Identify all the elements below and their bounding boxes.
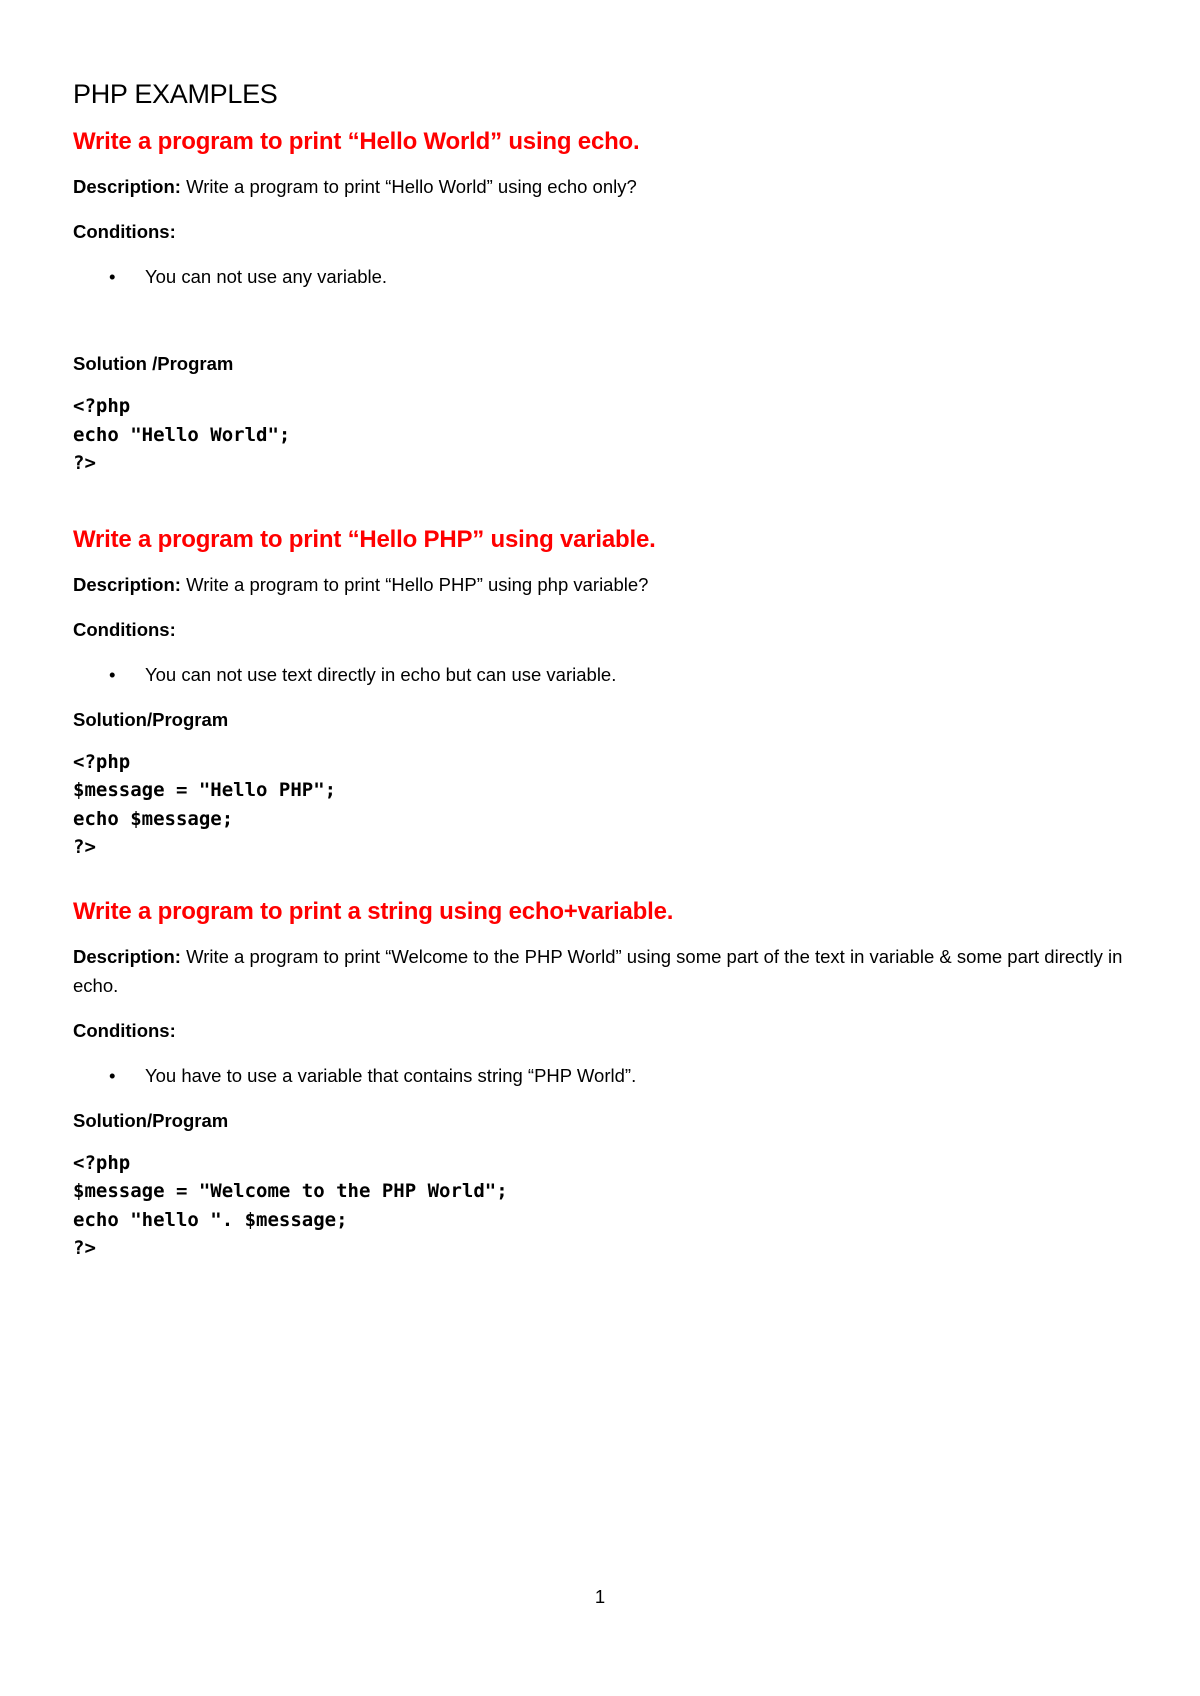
description-text: Write a program to print “Welcome to the PHP World” using some part of the text in variable & some part directly in echo. (73, 945, 1123, 996)
description-label: Description: (73, 573, 181, 595)
condition-text: You can not use any variable. (145, 266, 388, 287)
conditions-label: Conditions: (73, 618, 176, 640)
description-label: Description: (73, 945, 181, 967)
code-line: ?> (73, 836, 96, 858)
conditions-label: Conditions: (73, 221, 176, 242)
example-section-1 (73, 124, 1133, 478)
code-line: echo $message; (73, 807, 234, 830)
section-heading: Write a program to print “Hello PHP” using variable. (73, 525, 656, 553)
condition-item (73, 1061, 1133, 1090)
solution-label: Solution/Program (73, 1109, 229, 1131)
conditions-list (73, 1061, 1133, 1090)
description-label: Description: (73, 176, 181, 197)
section-heading: Write a program to print “Hello World” using echo. (73, 128, 640, 155)
condition-item (73, 262, 1133, 291)
code-line: ?> (73, 452, 96, 474)
code-line: $message = "Hello PHP"; (73, 779, 337, 801)
code-block (73, 1149, 1133, 1263)
page-content (73, 74, 1133, 1263)
conditions-list (73, 660, 1133, 689)
section-heading: Write a program to print a string using echo+variable. (73, 897, 674, 925)
code-line: echo "hello ". $message; (73, 1208, 348, 1231)
document-title: PHP EXAMPLES (73, 79, 278, 109)
bullet-icon: • (109, 1064, 116, 1086)
code-line: $message = "Welcome to the PHP World"; (73, 1180, 508, 1202)
code-block (73, 392, 1133, 478)
spacer (73, 307, 1133, 349)
code-line: <?php (73, 395, 131, 417)
bullet-icon: • (109, 266, 116, 287)
solution-label: Solution /Program (73, 353, 234, 374)
solution-label: Solution/Program (73, 708, 229, 730)
conditions-label: Conditions: (73, 1019, 176, 1041)
code-line: ?> (73, 1237, 96, 1259)
description-paragraph (73, 942, 1133, 1000)
description-paragraph (73, 570, 1133, 599)
description-paragraph (73, 172, 1133, 201)
code-line: <?php (73, 750, 131, 773)
bullet-icon: • (109, 663, 116, 685)
description-text: Write a program to print “Hello World” using echo only? (180, 176, 637, 197)
code-block (73, 748, 1133, 862)
example-section-3 (73, 894, 1133, 1263)
condition-text: You can not use text directly in echo but can use variable. (145, 663, 617, 685)
page-number: 1 (594, 1586, 606, 1607)
code-line: <?php (73, 1151, 131, 1174)
description-text: Write a program to print “Hello PHP” using php variable? (180, 573, 649, 595)
condition-item (73, 660, 1133, 689)
condition-text: You have to use a variable that contains string “PHP World”. (145, 1064, 637, 1086)
code-line: echo "Hello World"; (73, 423, 291, 446)
conditions-list (73, 262, 1133, 291)
example-section-2 (73, 522, 1133, 862)
